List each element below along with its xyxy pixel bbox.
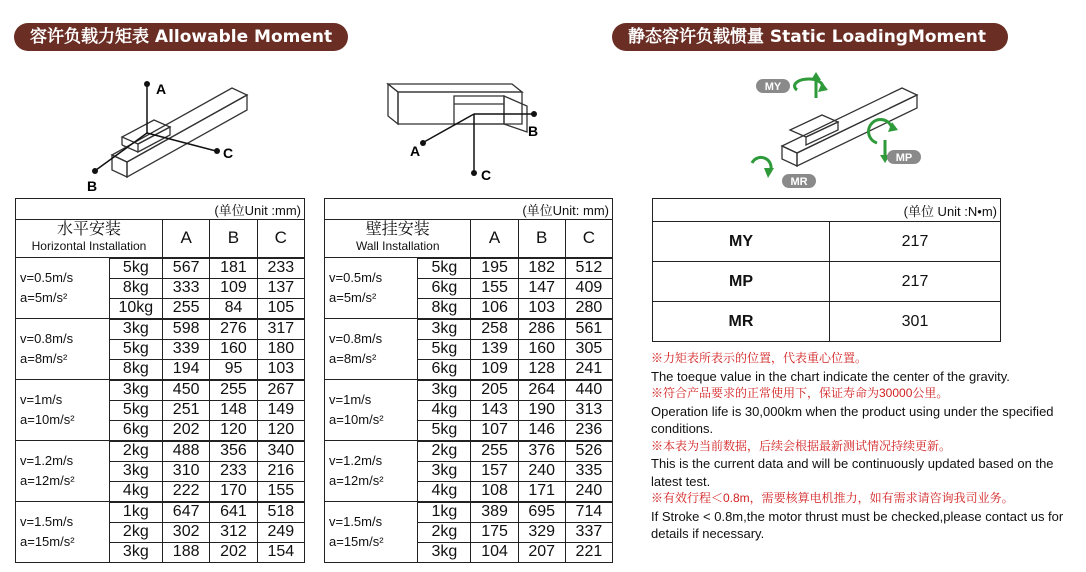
moment-value-a: 155 [471,278,518,298]
speed-condition [325,441,418,502]
moment-value-c: 337 [565,522,612,542]
acceleration-label: a=5m/s² [329,290,377,305]
moment-value-b: 171 [518,481,565,502]
static-row-value: 217 [830,222,1001,262]
load-weight: 6kg [109,420,162,441]
moment-value-a: 647 [163,502,210,523]
velocity-label: v=1.2m/s [20,453,74,468]
note-zh: ※本表为当前数据，后续会根据最新测试情况持续更新。 [651,438,952,453]
moment-value-b: 170 [210,481,257,502]
acceleration-label: a=8m/s² [20,351,68,366]
speed-condition [325,502,418,563]
moment-value-b: 109 [210,278,257,298]
moment-value-b: 233 [210,461,257,481]
acceleration-label: a=12m/s² [329,473,384,488]
moment-value-b: 84 [210,298,257,319]
load-weight: 5kg [109,339,162,359]
acceleration-label: a=12m/s² [20,473,75,488]
note-zh: ※有效行程＜0.8m，需要核算电机推力，如有需求请咨询我司业务。 [651,491,1014,505]
moment-value-a: 188 [163,542,210,562]
moment-value-b: 240 [518,461,565,481]
unit-label: (单位Unit :mm) [16,199,305,220]
moment-value-c: 409 [565,278,612,298]
moment-value-c: 313 [565,400,612,420]
moment-value-c: 155 [257,481,304,502]
load-weight: 4kg [418,400,471,420]
moment-value-c: 714 [565,502,612,523]
moment-value-a: 258 [471,319,518,340]
velocity-label: v=0.8m/s [329,331,383,346]
moment-value-b: 641 [210,502,257,523]
load-weight: 5kg [418,258,471,279]
speed-condition [16,319,110,380]
installation-title-zh: 壁挂安装 [365,221,430,239]
load-weight: 2kg [109,441,162,462]
static-loading-moment-header: 静态容许负载惯量 Static LoadingMoment [612,23,1008,51]
note-en: The toeque value in the chart indicate the center of the gravity. [651,368,1010,384]
moment-value-c: 233 [257,258,304,279]
moment-value-a: 107 [471,420,518,441]
note-en: Operation life is 30,000km when the product using under the specified conditions. [651,403,1054,436]
table-row [16,502,305,523]
velocity-label: v=1m/s [20,392,63,407]
table-row [16,380,305,401]
load-weight: 1kg [109,502,162,523]
speed-condition [16,258,110,319]
wall-label-c: C [481,167,492,183]
load-weight: 10kg [109,298,162,319]
moment-value-b: 202 [210,542,257,562]
moment-value-b: 160 [210,339,257,359]
load-weight: 8kg [418,298,471,319]
table-row [16,441,305,462]
speed-condition [325,380,418,441]
column-header: C [565,220,612,258]
load-weight: 3kg [418,380,471,401]
moment-value-c: 440 [565,380,612,401]
unit-label: (单位Unit: mm) [325,199,613,220]
installation-title-zh: 水平安装 [56,221,121,239]
moment-value-a: 139 [471,339,518,359]
moment-value-a: 157 [471,461,518,481]
static-row-value: 217 [830,262,1001,302]
moment-value-a: 106 [471,298,518,319]
moment-value-a: 108 [471,481,518,502]
moment-value-b: 128 [518,359,565,380]
load-weight: 6kg [418,278,471,298]
moment-value-a: 194 [163,359,210,380]
moment-value-c: 221 [565,542,612,562]
velocity-label: v=0.8m/s [20,331,74,346]
acceleration-label: a=10m/s² [20,412,75,427]
note-en: This is the current data and will be continuously updated based on the latest test. [651,456,1054,489]
speed-condition [16,441,110,502]
load-weight: 5kg [418,420,471,441]
load-weight: 3kg [109,319,162,340]
table-row [325,258,613,279]
moment-value-a: 109 [471,359,518,380]
static-label-mp: MP [895,152,913,164]
velocity-label: v=1m/s [329,392,372,407]
moment-value-a: 175 [471,522,518,542]
moment-value-c: 249 [257,522,304,542]
moment-value-b: 207 [518,542,565,562]
load-weight: 3kg [418,461,471,481]
wall-moment-table [324,198,613,563]
moment-value-b: 695 [518,502,565,523]
moment-value-a: 104 [471,542,518,562]
moment-value-b: 120 [210,420,257,441]
velocity-label: v=0.5m/s [329,270,383,285]
moment-value-b: 182 [518,258,565,279]
static-row-label: MR [653,302,830,342]
wall-label-a: A [410,143,421,159]
note-zh: ※力矩表所表示的位置，代表重心位置。 [651,351,868,365]
load-weight: 8kg [109,278,162,298]
velocity-label: v=0.5m/s [20,270,74,285]
wall-installation-diagram [382,74,552,189]
column-header: B [210,220,257,258]
table-row [325,319,613,340]
moment-value-a: 598 [163,319,210,340]
load-weight: 5kg [109,400,162,420]
note-en: If Stroke < 0.8m,the motor thrust must be checked,please contact us for details if necessary. [651,508,1064,541]
moment-value-b: 255 [210,380,257,401]
moment-value-b: 329 [518,522,565,542]
moment-value-b: 103 [518,298,565,319]
load-weight: 8kg [109,359,162,380]
load-weight: 5kg [109,258,162,279]
moment-value-c: 340 [257,441,304,462]
moment-value-c: 240 [565,481,612,502]
moment-value-c: 512 [565,258,612,279]
table-row [325,441,613,462]
moment-value-a: 302 [163,522,210,542]
load-weight: 3kg [109,380,162,401]
installation-title-en: Wall Installation [355,239,440,254]
moment-value-c: 526 [565,441,612,462]
table-row [325,502,613,523]
moment-value-a: 251 [163,400,210,420]
moment-value-c: 236 [565,420,612,441]
allowable-moment-header: 容许负载力矩表 Allowable Moment [14,23,348,51]
load-weight: 4kg [109,481,162,502]
load-weight: 2kg [418,522,471,542]
speed-condition [325,258,418,319]
horizontal-label-a: A [156,81,167,97]
moment-value-a: 310 [163,461,210,481]
acceleration-label: a=10m/s² [329,412,384,427]
static-label-my: MY [764,81,782,93]
moment-value-b: 181 [210,258,257,279]
moment-value-c: 561 [565,319,612,340]
load-weight: 6kg [418,359,471,380]
column-header: B [518,220,565,258]
load-weight: 1kg [418,502,471,523]
speed-condition [16,380,110,441]
load-weight: 4kg [418,481,471,502]
moment-value-b: 376 [518,441,565,462]
wall-label-b: B [528,123,539,139]
moment-value-a: 143 [471,400,518,420]
installation-header [325,220,471,258]
moment-value-a: 488 [163,441,210,462]
moment-value-c: 305 [565,339,612,359]
moment-value-a: 567 [163,258,210,279]
load-weight: 2kg [109,522,162,542]
table-row [16,258,305,279]
moment-value-c: 317 [257,319,304,340]
horizontal-label-c: C [223,145,234,161]
moment-value-c: 518 [257,502,304,523]
moment-value-a: 389 [471,502,518,523]
moment-value-c: 335 [565,461,612,481]
table-row [16,319,305,340]
column-header: C [257,220,304,258]
static-moment-diagram [742,68,942,193]
moment-value-a: 255 [471,441,518,462]
note-zh: ※符合产品要求的正常使用下，保证寿命为30000公里。 [651,386,949,400]
moment-value-b: 148 [210,400,257,420]
load-weight: 3kg [418,319,471,340]
static-moment-table [652,198,1001,342]
moment-value-c: 216 [257,461,304,481]
moment-value-a: 333 [163,278,210,298]
moment-value-b: 286 [518,319,565,340]
moment-value-a: 205 [471,380,518,401]
load-weight: 3kg [109,542,162,562]
static-row-label: MY [653,222,830,262]
velocity-label: v=1.5m/s [20,513,74,529]
moment-value-a: 202 [163,420,210,441]
moment-value-b: 356 [210,441,257,462]
moment-value-c: 137 [257,278,304,298]
moment-value-b: 190 [518,400,565,420]
acceleration-label: a=5m/s² [20,290,68,305]
moment-value-c: 149 [257,400,304,420]
moment-value-c: 241 [565,359,612,380]
moment-value-c: 105 [257,298,304,319]
acceleration-label: a=8m/s² [329,351,377,366]
load-weight: 2kg [418,441,471,462]
moment-value-c: 120 [257,420,304,441]
load-weight: 3kg [418,542,471,562]
horizontal-installation-diagram [82,70,262,195]
moment-value-b: 146 [518,420,565,441]
column-header: A [163,220,210,258]
moment-value-b: 95 [210,359,257,380]
moment-value-b: 147 [518,278,565,298]
column-header: A [471,220,518,258]
velocity-label: v=1.2m/s [329,453,383,468]
moment-value-a: 255 [163,298,210,319]
load-weight: 5kg [418,339,471,359]
installation-header [16,220,163,258]
static-row-label: MP [653,262,830,302]
notes-section [651,350,1081,543]
installation-title-en: Horizontal Installation [31,239,147,254]
moment-value-c: 280 [565,298,612,319]
horizontal-moment-table [15,198,305,563]
moment-value-a: 222 [163,481,210,502]
moment-value-a: 339 [163,339,210,359]
acceleration-label: a=15m/s² [329,533,384,549]
moment-value-c: 267 [257,380,304,401]
speed-condition [16,502,110,563]
moment-value-a: 450 [163,380,210,401]
acceleration-label: a=15m/s² [20,533,75,549]
moment-value-b: 312 [210,522,257,542]
moment-value-b: 276 [210,319,257,340]
table-row [325,380,613,401]
moment-value-b: 160 [518,339,565,359]
moment-value-c: 103 [257,359,304,380]
speed-condition [325,319,418,380]
moment-value-b: 264 [518,380,565,401]
static-label-mr: MR [790,176,808,188]
moment-value-c: 154 [257,542,304,562]
moment-value-a: 195 [471,258,518,279]
static-unit-label: (单位 Unit :N•m) [653,199,1001,222]
horizontal-label-b: B [87,178,98,194]
moment-value-c: 180 [257,339,304,359]
velocity-label: v=1.5m/s [329,513,383,529]
static-row-value: 301 [830,302,1001,342]
load-weight: 3kg [109,461,162,481]
